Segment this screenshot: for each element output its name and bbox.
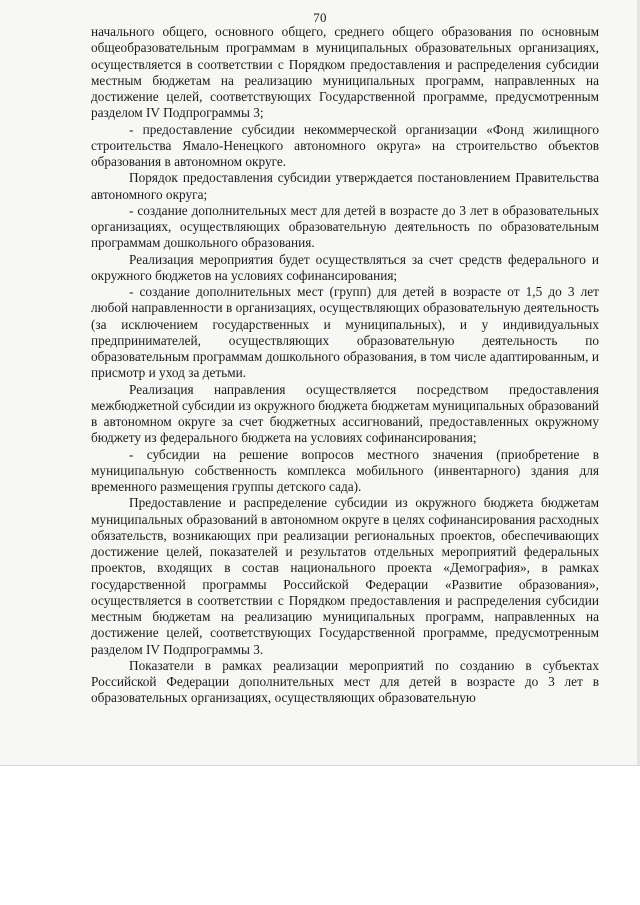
body-text bbox=[91, 24, 599, 707]
paragraph-1: начального общего, основного общего, среднего общего образования по основным общеобразовательным программам в муниципальных образовательных организациях, осуществляется в соответствии с Порядком предоставления и распределения субсидии местным бюджетам на реализацию муниципальных программ, направленных на достижение целей, соответствующих Государственной программе, предусмотренным разделом IV Подпрограммы 3; bbox=[91, 24, 599, 121]
paragraph-2: - предоставление субсидии некоммерческой организации «Фонд жилищного строительства Ямало-Ненецкого автономного округа» на строительство объектов образования в автономном округе. bbox=[91, 121, 599, 169]
paragraph-10: Показатели в рамках реализации мероприятий по созданию в субъектах Российской Федерации дополнительных мест для детей в возрасте до 3 лет в образовательных организациях, осуществляющих образовательную bbox=[91, 657, 599, 706]
paragraph-9: Предоставление и распределение субсидии из окружного бюджета бюджетам муниципальных образований в автономном округе в целях софинансирования расходных обязательств, возникающих при реализации региональных проектов, обеспечивающих достижение целей, показателей и результатов отдельных мероприятий федеральных проектов, входящих в состав национального проекта «Демография», в рамках государственной программы Российской Федерации «Развитие образования», осуществляется в соответствии с Порядком предоставления и распределения субсидии местным бюджетам на реализацию муниципальных программ, направленных на достижение целей, соответствующих Государственной программе, предусмотренным разделом IV Подпрограммы 3. bbox=[91, 495, 599, 657]
paragraph-7: Реализация направления осуществляется посредством предоставления межбюджетной субсидии из окружного бюджета бюджетам муниципальных образований в автономном округе за счет бюджетных ассигнований, предоставленных окружному бюджету из федерального бюджета на условиях софинансирования; bbox=[91, 381, 599, 446]
paragraph-4: - создание дополнительных мест для детей в возрасте до 3 лет в образовательных организациях, осуществляющих образовательную деятельность по образовательным программам дошкольного образования. bbox=[91, 202, 599, 251]
paragraph-6: - создание дополнительных мест (групп) для детей в возрасте от 1,5 до 3 лет любой направленности в организациях, осуществляющих образовательную деятельность (за исключением государственных и муниципальных), и у индивидуальных предпринимателей, осуществляющих образовательную деятельность по образовательным программам дошкольного образования, в том числе адаптированным, и присмотр и уход за детьми. bbox=[91, 284, 599, 381]
paragraph-5: Реализация мероприятия будет осуществляться за счет средств федерального и окружного бюджетов на условиях софинансирования; bbox=[91, 251, 599, 283]
page-number: 70 bbox=[313, 10, 327, 25]
paragraph-3: Порядок предоставления субсидии утверждается постановлением Правительства автономного округа; bbox=[91, 170, 599, 202]
paragraph-8: - субсидии на решение вопросов местного значения (приобретение в муниципальную собственность комплекса мобильного (инвентарного) здания для временного размещения группы детского сада). bbox=[91, 446, 599, 494]
